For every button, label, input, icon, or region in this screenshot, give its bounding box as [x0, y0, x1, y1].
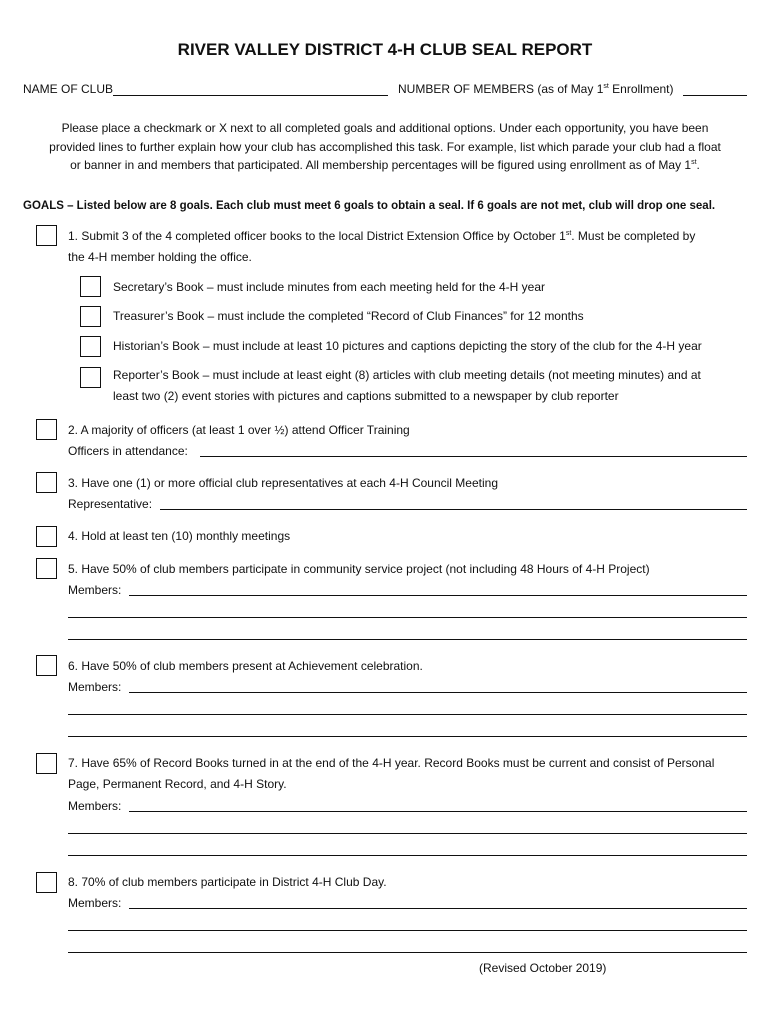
- goal-5-field-label: Members:: [68, 583, 122, 597]
- reporter-book-checkbox[interactable]: [80, 367, 101, 388]
- goal-1-text-line-2: the 4-H member holding the office.: [68, 250, 252, 264]
- goal-2-text: 2. A majority of officers (at least 1 over ½) attend Officer Training: [68, 423, 410, 437]
- goal-4-checkbox[interactable]: [36, 526, 57, 547]
- goal-7-field-label: Members:: [68, 799, 122, 813]
- goal-8-members-field-line-3[interactable]: [68, 952, 747, 953]
- goal-6-members-field-line-2[interactable]: [68, 714, 747, 715]
- goal-8-text: 8. 70% of club members participate in District 4-H Club Day.: [68, 875, 387, 889]
- historian-book-label: Historian’s Book – must include at least 10 pictures and captions depicting the story of the club for the 4-H year: [113, 339, 702, 353]
- goal-8-members-field-line-2[interactable]: [68, 930, 747, 931]
- treasurer-book-label: Treasurer’s Book – must include the completed “Record of Club Finances” for 12 months: [113, 309, 584, 323]
- goal-7-checkbox[interactable]: [36, 753, 57, 774]
- goal-2-field-label: Officers in attendance:: [68, 444, 188, 458]
- secretary-book-label: Secretary’s Book – must include minutes from each meeting held for the 4-H year: [113, 280, 545, 294]
- goal-3-text: 3. Have one (1) or more official club representatives at each 4-H Council Meeting: [68, 476, 498, 490]
- instructions-line-1: Please place a checkmark or X next to all completed goals and additional options. Under each opportunity, you have been: [61, 121, 709, 135]
- goal-8-members-field-line-1[interactable]: [129, 908, 747, 909]
- goal-3-field-label: Representative:: [68, 497, 153, 511]
- reporter-book-label-line-2: least two (2) event stories with pictures and captions submitted to a newspaper by club reporter: [113, 389, 619, 403]
- goals-heading: GOALS – Listed below are 8 goals. Each club must meet 6 goals to obtain a seal. If 6 goals are not met, club will drop one seal.: [23, 200, 716, 212]
- goal-8-checkbox[interactable]: [36, 872, 57, 893]
- reporter-book-label: Reporter’s Book – must include at least eight (8) articles with club meeting details (not meeting minutes) and at: [113, 368, 701, 382]
- goal-5-members-field-line-2[interactable]: [68, 617, 747, 618]
- goal-5-members-field-line-3[interactable]: [68, 639, 747, 640]
- goal-7-members-field-line-3[interactable]: [68, 855, 747, 856]
- representative-field[interactable]: [160, 509, 747, 510]
- name-of-club-field[interactable]: [113, 95, 388, 96]
- goal-7-members-field-line-1[interactable]: [129, 811, 747, 812]
- goal-7-text: 7. Have 65% of Record Books turned in at the end of the 4-H year. Record Books must be current and consist of Personal: [68, 756, 715, 770]
- historian-book-checkbox[interactable]: [80, 336, 101, 357]
- goal-5-members-field-line-1[interactable]: [129, 595, 747, 596]
- number-of-members-label: NUMBER OF MEMBERS (as of May 1st Enrollment): [398, 82, 674, 96]
- goal-7-members-field-line-2[interactable]: [68, 833, 747, 834]
- officers-in-attendance-field[interactable]: [200, 456, 747, 457]
- name-of-club-label: NAME OF CLUB: [23, 82, 114, 96]
- goal-6-checkbox[interactable]: [36, 655, 57, 676]
- treasurer-book-checkbox[interactable]: [80, 306, 101, 327]
- goal-6-members-field-line-3[interactable]: [68, 736, 747, 737]
- goal-8-field-label: Members:: [68, 896, 122, 910]
- instructions-line-3: or banner in and members that participated. All membership percentages will be figured using enrollment as of May 1st.: [70, 158, 700, 172]
- goal-4-text: 4. Hold at least ten (10) monthly meetings: [68, 529, 291, 543]
- page-title: RIVER VALLEY DISTRICT 4-H CLUB SEAL REPORT: [177, 40, 593, 59]
- goal-5-text: 5. Have 50% of club members participate in community service project (not including 48 Hours of 4-H Project): [68, 562, 650, 576]
- number-of-members-field[interactable]: [683, 95, 747, 96]
- goal-1-checkbox[interactable]: [36, 225, 57, 246]
- goal-7-text-line-2: Page, Permanent Record, and 4-H Story.: [68, 777, 287, 791]
- goal-6-members-field-line-1[interactable]: [129, 692, 747, 693]
- revision-note: (Revised October 2019): [479, 961, 607, 975]
- secretary-book-checkbox[interactable]: [80, 276, 101, 297]
- goal-5-checkbox[interactable]: [36, 558, 57, 579]
- goal-3-checkbox[interactable]: [36, 472, 57, 493]
- goal-6-text: 6. Have 50% of club members present at Achievement celebration.: [68, 659, 423, 673]
- goal-2-checkbox[interactable]: [36, 419, 57, 440]
- goal-1-text: 1. Submit 3 of the 4 completed officer books to the local District Extension Office by October 1st. Must be completed by: [68, 229, 696, 243]
- instructions-line-2: provided lines to further explain how your club has accomplished this task. For example, list which parade your club had a float: [49, 140, 721, 154]
- goal-6-field-label: Members:: [68, 680, 122, 694]
